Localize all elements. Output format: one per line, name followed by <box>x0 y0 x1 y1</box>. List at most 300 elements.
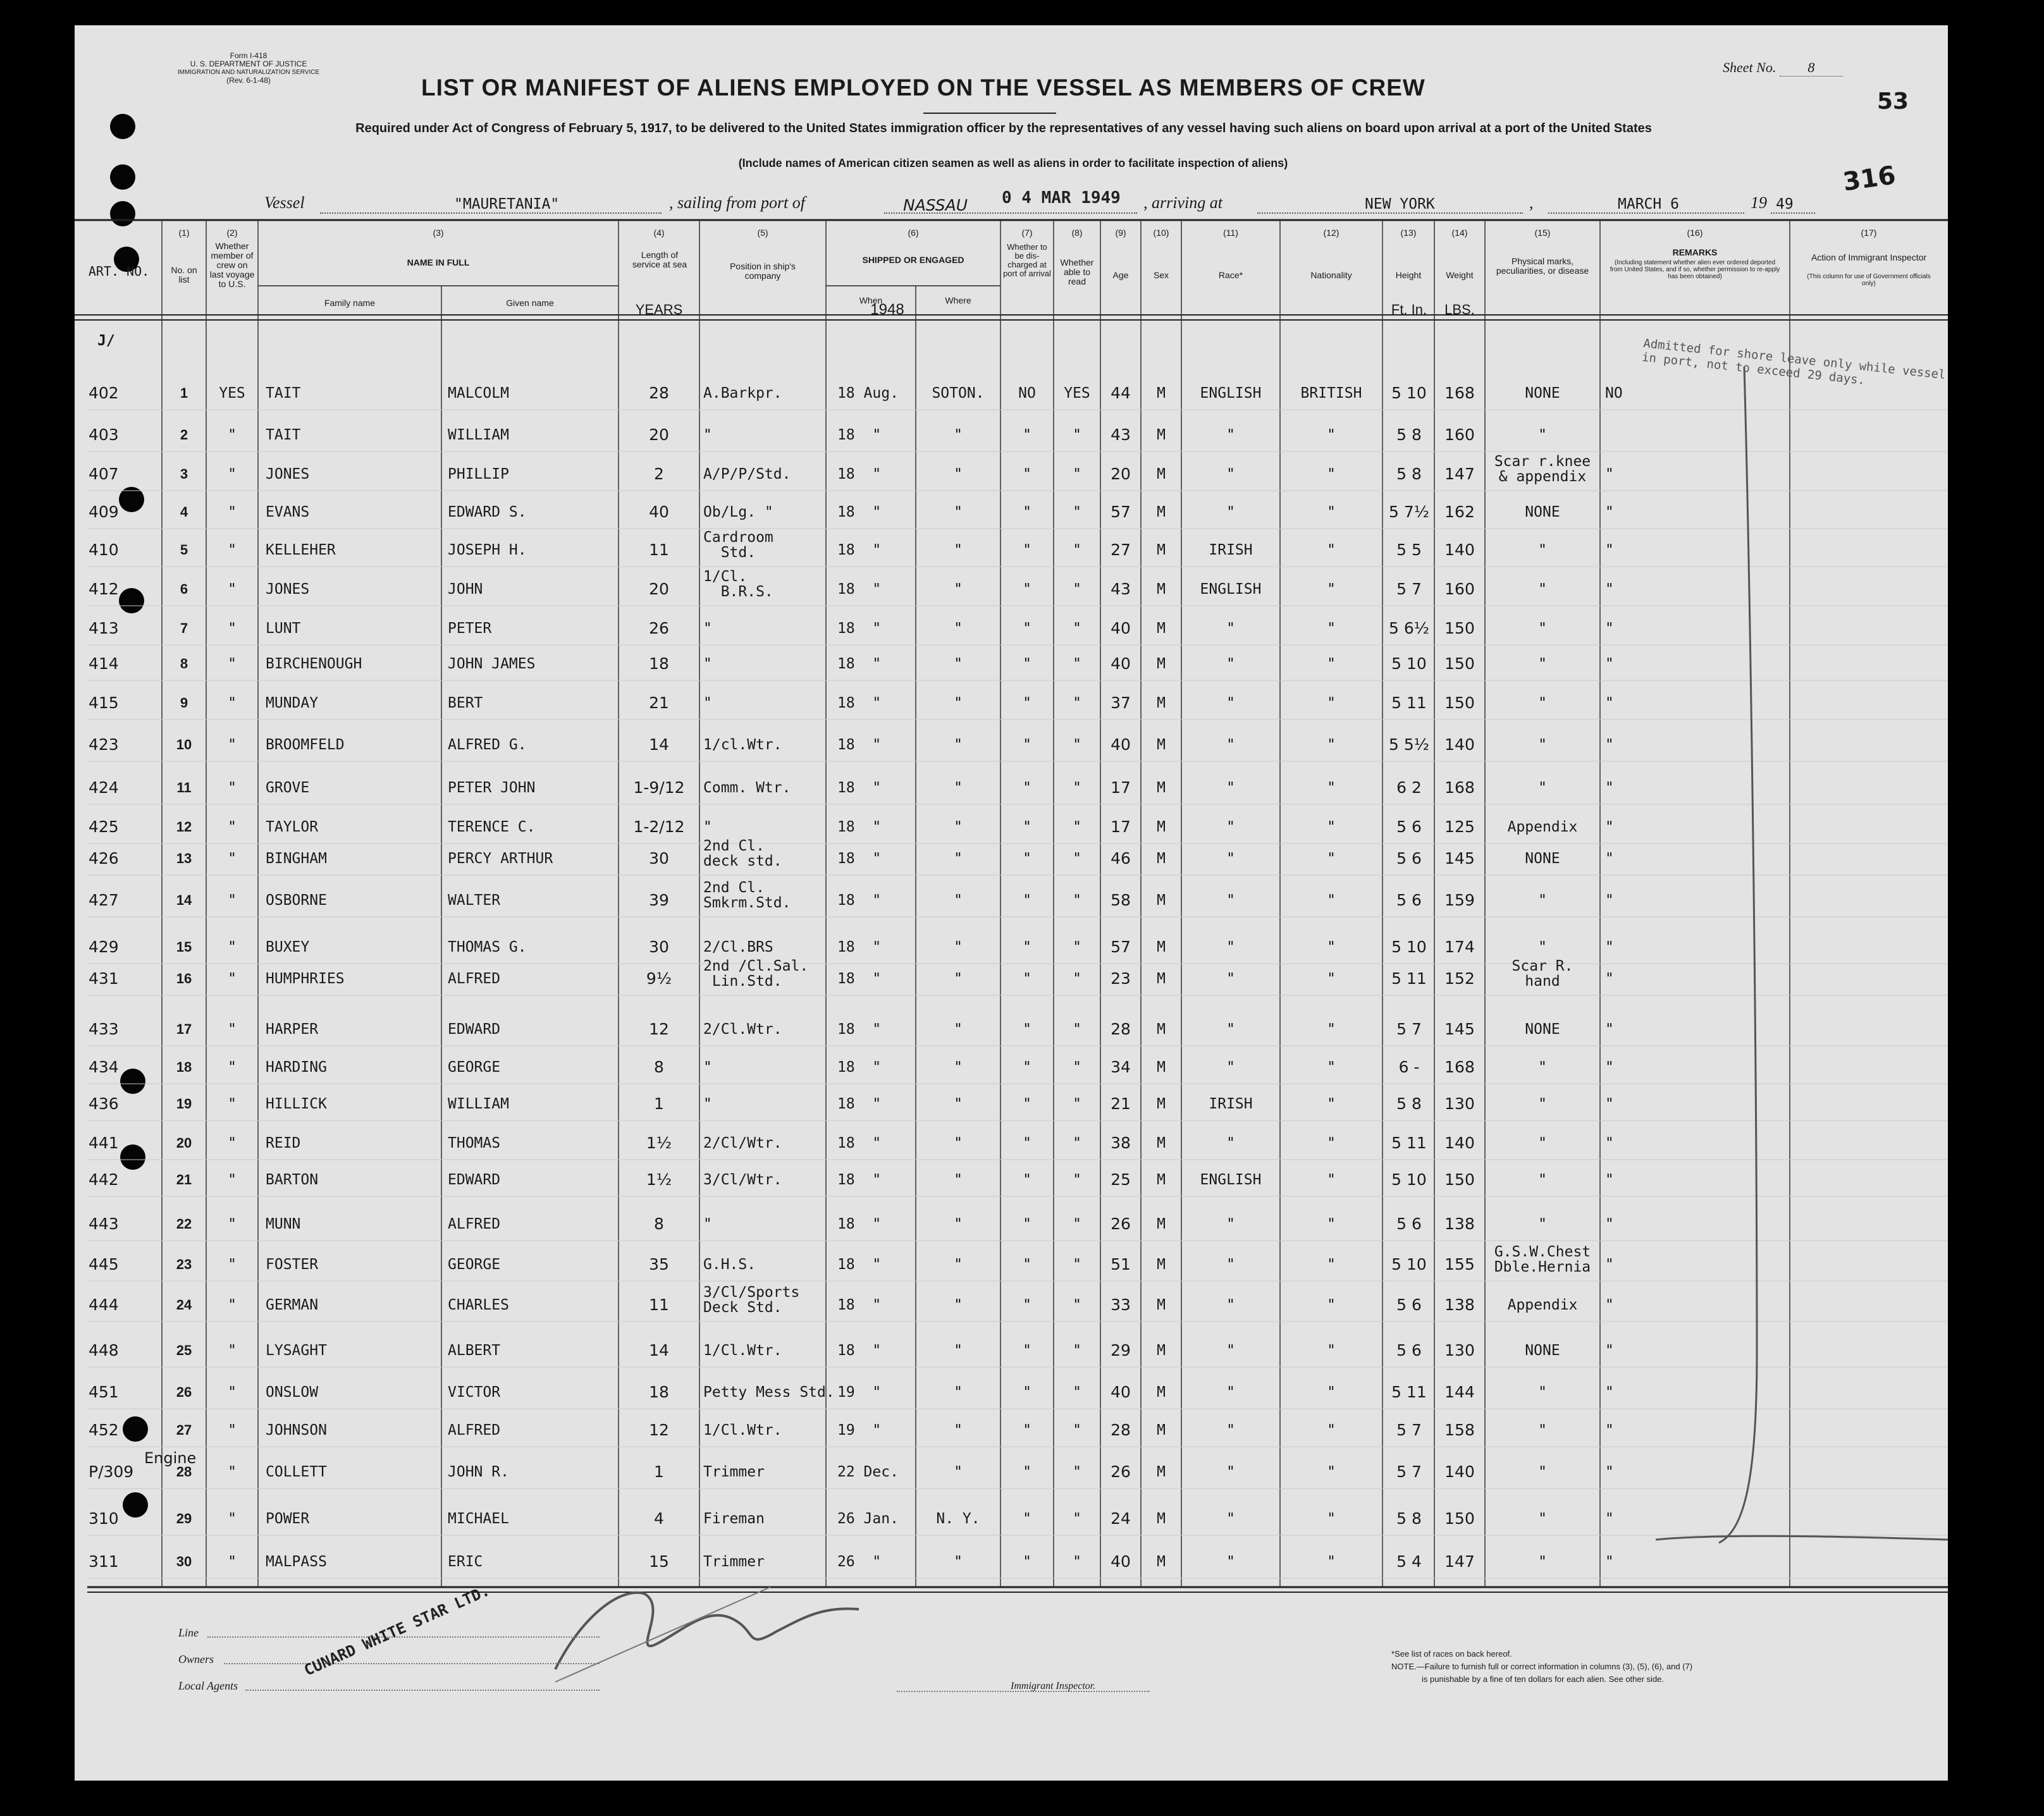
shipped-when: 18 " <box>837 1172 882 1188</box>
previous-voyage: " <box>228 656 237 672</box>
given-name: JOSEPH H. <box>448 542 527 558</box>
col2-header: Whether member of crew on last voyage to U.S. <box>209 241 255 289</box>
height: 5 10 <box>1391 938 1427 956</box>
col17-note: (This column for use of Government officials only) <box>1807 273 1931 287</box>
discharged: " <box>1023 971 1031 987</box>
sex: M <box>1157 1059 1166 1076</box>
list-no: 5 <box>180 542 188 558</box>
table-row <box>75 1060 1948 1098</box>
weight: 168 <box>1444 778 1475 797</box>
position: Fireman <box>703 1511 765 1527</box>
discharged: " <box>1023 1135 1031 1151</box>
weight: 145 <box>1444 849 1475 868</box>
list-no: 25 <box>176 1342 192 1358</box>
col6-header: SHIPPED OR ENGAGED <box>862 255 964 265</box>
previous-voyage: " <box>228 892 237 909</box>
art-no: 403 <box>89 426 119 444</box>
penalty-note: is punishable by a fine of ten dollars for each alien. See other side. <box>1422 1674 1665 1684</box>
race: " <box>1226 1059 1235 1076</box>
service-years: 12 <box>649 1020 669 1038</box>
service-years: 14 <box>649 1341 669 1359</box>
race: " <box>1226 1021 1235 1038</box>
position: " <box>703 1096 712 1112</box>
weight: 155 <box>1444 1255 1475 1273</box>
art-no: 410 <box>89 541 119 559</box>
height: 5 11 <box>1391 1383 1427 1401</box>
list-no: 8 <box>180 656 188 672</box>
weight: 162 <box>1444 503 1475 521</box>
position: 1/Cl. B.R.S. <box>703 568 773 600</box>
art-no: 426 <box>89 849 119 868</box>
sex: M <box>1157 504 1166 520</box>
col15-number: (15) <box>1534 228 1551 238</box>
physical-marks: NONE <box>1525 385 1560 402</box>
physical-marks: NONE <box>1525 504 1560 520</box>
able-to-read: " <box>1073 1059 1081 1076</box>
able-to-read: " <box>1073 1511 1081 1527</box>
race: " <box>1226 620 1235 637</box>
physical-marks: " <box>1538 1422 1547 1439</box>
family-name: BUXEY <box>266 939 310 955</box>
service-years: 2 <box>654 465 664 483</box>
physical-marks: " <box>1538 620 1547 637</box>
weight: 140 <box>1444 1134 1475 1152</box>
shipped-when: 18 " <box>837 1216 882 1232</box>
remarks: " <box>1605 892 1614 909</box>
sex: M <box>1157 1135 1166 1151</box>
table-row <box>75 880 1948 931</box>
list-no: 10 <box>176 737 192 752</box>
age: 40 <box>1111 654 1131 673</box>
height: 5 6 <box>1396 1341 1422 1359</box>
previous-voyage: " <box>228 466 237 482</box>
discharged: " <box>1023 1422 1031 1439</box>
given-name: THOMAS <box>448 1135 501 1151</box>
remarks: " <box>1605 1297 1614 1313</box>
height: 5 6 <box>1396 891 1422 909</box>
service-years: 28 <box>649 384 669 402</box>
able-to-read: " <box>1073 1384 1081 1401</box>
physical-marks: " <box>1538 1554 1547 1570</box>
nationality: " <box>1327 1422 1336 1439</box>
discharged: " <box>1023 1511 1031 1527</box>
remarks: " <box>1605 1172 1614 1188</box>
able-to-read: " <box>1073 1172 1081 1188</box>
service-years: 18 <box>649 1383 669 1401</box>
physical-marks: G.S.W.Chest Dble.Hernia <box>1494 1244 1591 1275</box>
table-row <box>75 656 1948 694</box>
family-name: COLLETT <box>266 1464 327 1480</box>
race: ENGLISH <box>1200 581 1262 598</box>
position: A.Barkpr. <box>703 385 782 402</box>
able-to-read: " <box>1073 620 1081 637</box>
age: 43 <box>1111 580 1131 598</box>
race: " <box>1226 427 1235 443</box>
given-name: PETER <box>448 620 492 637</box>
service-years: 4 <box>654 1509 664 1528</box>
discharged: " <box>1023 850 1031 867</box>
service-years: 40 <box>649 503 669 521</box>
position: Trimmer <box>703 1464 765 1480</box>
list-no: 3 <box>180 466 188 482</box>
shipped-where: " <box>954 939 963 955</box>
age: 26 <box>1111 1463 1131 1481</box>
failure-note: NOTE.—Failure to furnish full or correct information in columns (3), (5), (6), and (7) <box>1391 1662 1693 1671</box>
discharged: " <box>1023 1384 1031 1401</box>
shipped-when: 18 " <box>837 427 882 443</box>
revision: (Rev. 6-1-48) <box>226 76 271 85</box>
shipped-where: " <box>954 581 963 598</box>
family-name: REID <box>266 1135 301 1151</box>
family-name: TAIT <box>266 427 301 443</box>
page-number: 53 <box>1877 89 1909 114</box>
age: 40 <box>1111 1552 1131 1571</box>
remarks: " <box>1605 1464 1614 1480</box>
height: 6 2 <box>1396 778 1422 797</box>
height: 5 10 <box>1391 1255 1427 1273</box>
age: 46 <box>1111 849 1131 868</box>
table-row <box>75 1385 1948 1423</box>
previous-voyage: " <box>228 1021 237 1038</box>
shipped-where: " <box>954 1059 963 1076</box>
document-title: LIST OR MANIFEST OF ALIENS EMPLOYED ON THE VESSEL AS MEMBERS OF CREW <box>421 75 1425 101</box>
service-years: 26 <box>649 619 669 637</box>
weight: 145 <box>1444 1020 1475 1038</box>
age: 25 <box>1111 1170 1131 1189</box>
family-name: BARTON <box>266 1172 319 1188</box>
height: 5 7 <box>1396 1463 1422 1481</box>
physical-marks: " <box>1538 1511 1547 1527</box>
nationality: " <box>1327 939 1336 955</box>
list-no: 23 <box>176 1256 192 1272</box>
race: " <box>1226 1464 1235 1480</box>
family-name: MUNN <box>266 1216 301 1232</box>
able-to-read: " <box>1073 656 1081 672</box>
given-name: EDWARD <box>448 1021 501 1038</box>
sex: M <box>1157 850 1166 867</box>
shipped-where: " <box>954 971 963 987</box>
art-no: 445 <box>89 1255 119 1273</box>
col8-number: (8) <box>1071 228 1083 238</box>
service-years: 30 <box>649 849 669 868</box>
nationality: " <box>1327 780 1336 796</box>
document-subtitle-note: (Include names of American citizen seamen as well as aliens in order to facilitate inspection of aliens) <box>738 157 1288 169</box>
remarks: " <box>1605 1342 1614 1359</box>
j-mark: J/ <box>97 333 115 349</box>
art-no: 442 <box>89 1170 119 1189</box>
nationality: " <box>1327 1172 1336 1188</box>
col13-unit: Ft. In. <box>1391 302 1427 317</box>
given-name: GEORGE <box>448 1256 501 1273</box>
given-name: CHARLES <box>448 1297 509 1313</box>
shipped-where: " <box>954 695 963 711</box>
manifest-sheet <box>75 25 1948 1781</box>
shipped-where: " <box>954 819 963 835</box>
list-no: 9 <box>180 695 188 711</box>
position: 2/Cl/Wtr. <box>703 1135 782 1151</box>
position: Petty Mess Std. <box>703 1384 835 1401</box>
given-name: ALFRED G. <box>448 737 527 753</box>
remarks: " <box>1605 1511 1614 1527</box>
list-no: 24 <box>176 1297 192 1313</box>
age: 28 <box>1111 1020 1131 1038</box>
weight: 150 <box>1444 1170 1475 1189</box>
able-to-read: " <box>1073 780 1081 796</box>
previous-voyage: " <box>228 1342 237 1359</box>
col5-header: Position in ship's company <box>730 261 796 281</box>
shipped-when: 18 " <box>837 1021 882 1038</box>
previous-voyage: " <box>228 581 237 598</box>
shipped-where: " <box>954 1135 963 1151</box>
when-year: 1948 <box>870 301 904 318</box>
sheet-number: 8 <box>1780 59 1843 77</box>
physical-marks: " <box>1538 892 1547 909</box>
age: 28 <box>1111 1421 1131 1439</box>
race: " <box>1226 695 1235 711</box>
physical-marks: " <box>1538 939 1547 955</box>
col9-header: Age <box>1112 270 1129 280</box>
weight: 168 <box>1444 1058 1475 1076</box>
document-subtitle: Required under Act of Congress of February 5, 1917, to be delivered to the United States immigration officer by the representatives of any vessel having such aliens on board upon arrival at a port of the United States <box>355 121 1652 135</box>
shipped-where: " <box>954 1422 963 1439</box>
art-no: 412 <box>89 580 119 598</box>
sex: M <box>1157 542 1166 558</box>
list-no: 17 <box>176 1021 192 1037</box>
nationality: " <box>1327 1059 1336 1076</box>
list-no: 30 <box>176 1554 192 1569</box>
remarks: " <box>1605 737 1614 753</box>
height: 5 8 <box>1396 1095 1422 1113</box>
shipped-when: 18 " <box>837 656 882 672</box>
able-to-read: " <box>1073 504 1081 520</box>
discharged: " <box>1023 1464 1031 1480</box>
art-no: 409 <box>89 503 119 521</box>
sex: M <box>1157 1256 1166 1273</box>
shipped-where: " <box>954 737 963 753</box>
previous-voyage: " <box>228 1216 237 1232</box>
family-name: LUNT <box>266 620 301 637</box>
shipped-where: " <box>954 1297 963 1313</box>
weight: 138 <box>1444 1215 1475 1233</box>
family-name: MUNDAY <box>266 695 319 711</box>
physical-marks: " <box>1538 1059 1547 1076</box>
nationality: " <box>1327 1216 1336 1232</box>
table-row <box>75 737 1948 775</box>
able-to-read: " <box>1073 542 1081 558</box>
engine-label: Engine <box>144 1449 197 1467</box>
weight: 160 <box>1444 580 1475 598</box>
family-name: ONSLOW <box>266 1384 319 1401</box>
discharged: " <box>1023 819 1031 835</box>
shipped-when: 18 " <box>837 737 882 753</box>
list-no: 28 <box>176 1464 192 1480</box>
age: 17 <box>1111 818 1131 836</box>
age: 27 <box>1111 541 1131 559</box>
nationality: " <box>1327 620 1336 637</box>
col9-number: (9) <box>1115 228 1126 238</box>
weight: 140 <box>1444 1463 1475 1481</box>
given-name: ALFRED <box>448 1216 501 1232</box>
remarks: " <box>1605 581 1614 598</box>
able-to-read: " <box>1073 1464 1081 1480</box>
height: 5 7 <box>1396 1421 1422 1439</box>
weight: 150 <box>1444 694 1475 712</box>
family-name: TAYLOR <box>266 819 319 835</box>
weight: 140 <box>1444 541 1475 559</box>
service-years: 30 <box>649 938 669 956</box>
discharged: " <box>1023 466 1031 482</box>
discharged: " <box>1023 1172 1031 1188</box>
shipped-where: " <box>954 1554 963 1570</box>
previous-voyage: " <box>228 695 237 711</box>
race: " <box>1226 1384 1235 1401</box>
sheet-label: Sheet No. <box>1723 59 1776 75</box>
race: " <box>1226 1342 1235 1359</box>
remarks: " <box>1605 939 1614 955</box>
weight: 140 <box>1444 735 1475 754</box>
service-years: 1-2/12 <box>633 818 685 836</box>
col8-header: Whether able to read <box>1060 257 1094 286</box>
physical-marks: " <box>1538 427 1547 443</box>
able-to-read: " <box>1073 1422 1081 1439</box>
service-years: 20 <box>649 580 669 598</box>
table-row <box>75 1096 1948 1134</box>
list-no: 27 <box>176 1422 192 1438</box>
previous-voyage: " <box>228 1297 237 1313</box>
weight: 174 <box>1444 938 1475 956</box>
position: 3/Cl/Wtr. <box>703 1172 782 1188</box>
remarks: " <box>1605 1135 1614 1151</box>
year-suffix: 49 <box>1776 196 1794 212</box>
table-row <box>75 958 1948 1009</box>
physical-marks: " <box>1538 1464 1547 1480</box>
form-number: Form I-418 <box>230 51 268 60</box>
shipped-when: 18 " <box>837 620 882 637</box>
nationality: " <box>1327 504 1336 520</box>
race: " <box>1226 1256 1235 1273</box>
race: " <box>1226 1135 1235 1151</box>
shipped-where: N. Y. <box>936 1511 980 1527</box>
remarks: " <box>1605 542 1614 558</box>
height: 5 6 <box>1396 1215 1422 1233</box>
arrival-date: MARCH 6 <box>1618 196 1679 212</box>
shipped-where: " <box>954 1342 963 1359</box>
physical-marks: " <box>1538 1135 1547 1151</box>
age: 43 <box>1111 426 1131 444</box>
physical-marks: " <box>1538 695 1547 711</box>
nationality: " <box>1327 1464 1336 1480</box>
previous-voyage: " <box>228 542 237 558</box>
able-to-read: " <box>1073 892 1081 909</box>
nationality: " <box>1327 1511 1336 1527</box>
race: ENGLISH <box>1200 1172 1262 1188</box>
shipped-when: 19 " <box>837 1384 882 1401</box>
art-no: 436 <box>89 1095 119 1113</box>
sex: M <box>1157 1384 1166 1401</box>
col16-header: REMARKS <box>1672 247 1718 257</box>
sex: M <box>1157 1464 1166 1480</box>
service-years: 15 <box>649 1552 669 1571</box>
family-name: TAIT <box>266 385 301 402</box>
shipped-when: 18 " <box>837 504 882 520</box>
where-header: Where <box>945 295 971 305</box>
family-name: POWER <box>266 1511 310 1527</box>
position: A/P/P/Std. <box>703 466 791 482</box>
family-name: MALPASS <box>266 1554 327 1570</box>
list-no: 2 <box>180 427 188 443</box>
remarks: " <box>1605 1422 1614 1439</box>
shipped-when: 18 " <box>837 466 882 482</box>
col2-number: (2) <box>226 228 238 238</box>
previous-voyage: " <box>228 1511 237 1527</box>
family-name: JONES <box>266 466 310 482</box>
list-no: 14 <box>176 892 192 908</box>
position: G.H.S. <box>703 1256 756 1273</box>
col6-number: (6) <box>908 228 919 238</box>
discharged: " <box>1023 892 1031 909</box>
previous-voyage: " <box>228 1172 237 1188</box>
remarks: " <box>1605 1216 1614 1232</box>
list-no: 15 <box>176 939 192 955</box>
weight: 150 <box>1444 654 1475 673</box>
position: " <box>703 656 712 672</box>
position: 1/cl.Wtr. <box>703 737 782 753</box>
previous-voyage: " <box>228 737 237 753</box>
nationality: " <box>1327 1021 1336 1038</box>
shipped-when: 18 " <box>837 1297 882 1313</box>
col16-number: (16) <box>1687 228 1703 238</box>
previous-voyage: " <box>228 1135 237 1151</box>
race: " <box>1226 850 1235 867</box>
art-no: 407 <box>89 465 119 483</box>
art-no: P/309 <box>89 1463 134 1481</box>
remarks: " <box>1605 1021 1614 1038</box>
position: Ob/Lg. " <box>703 504 773 520</box>
discharged: " <box>1023 780 1031 796</box>
sex: M <box>1157 737 1166 753</box>
family-name-header: Family name <box>324 298 376 308</box>
list-no: 21 <box>176 1172 192 1187</box>
sex: M <box>1157 780 1166 796</box>
shipped-when: 18 " <box>837 1059 882 1076</box>
position: 1/Cl.Wtr. <box>703 1422 782 1439</box>
height: 5 7 <box>1396 580 1422 598</box>
age: 44 <box>1111 384 1131 402</box>
col3-number: (3) <box>433 228 444 238</box>
position: " <box>703 1059 712 1076</box>
discharged: " <box>1023 427 1031 443</box>
nationality: " <box>1327 737 1336 753</box>
discharged: " <box>1023 695 1031 711</box>
shipped-where: " <box>954 656 963 672</box>
family-name: LYSAGHT <box>266 1342 327 1359</box>
physical-marks: NONE <box>1525 850 1560 867</box>
family-name: BROOMFELD <box>266 737 345 753</box>
discharged: " <box>1023 737 1031 753</box>
discharged: " <box>1023 504 1031 520</box>
list-no: 20 <box>176 1135 192 1151</box>
sex: M <box>1157 1096 1166 1112</box>
shipped-when: 18 " <box>837 780 882 796</box>
col4-unit: YEARS <box>635 302 683 317</box>
col10-number: (10) <box>1153 228 1169 238</box>
table-row <box>75 838 1948 889</box>
remarks: " <box>1605 1256 1614 1273</box>
list-no: 6 <box>180 581 188 597</box>
race: " <box>1226 1422 1235 1439</box>
discharged: " <box>1023 1021 1031 1038</box>
family-name: OSBORNE <box>266 892 327 909</box>
